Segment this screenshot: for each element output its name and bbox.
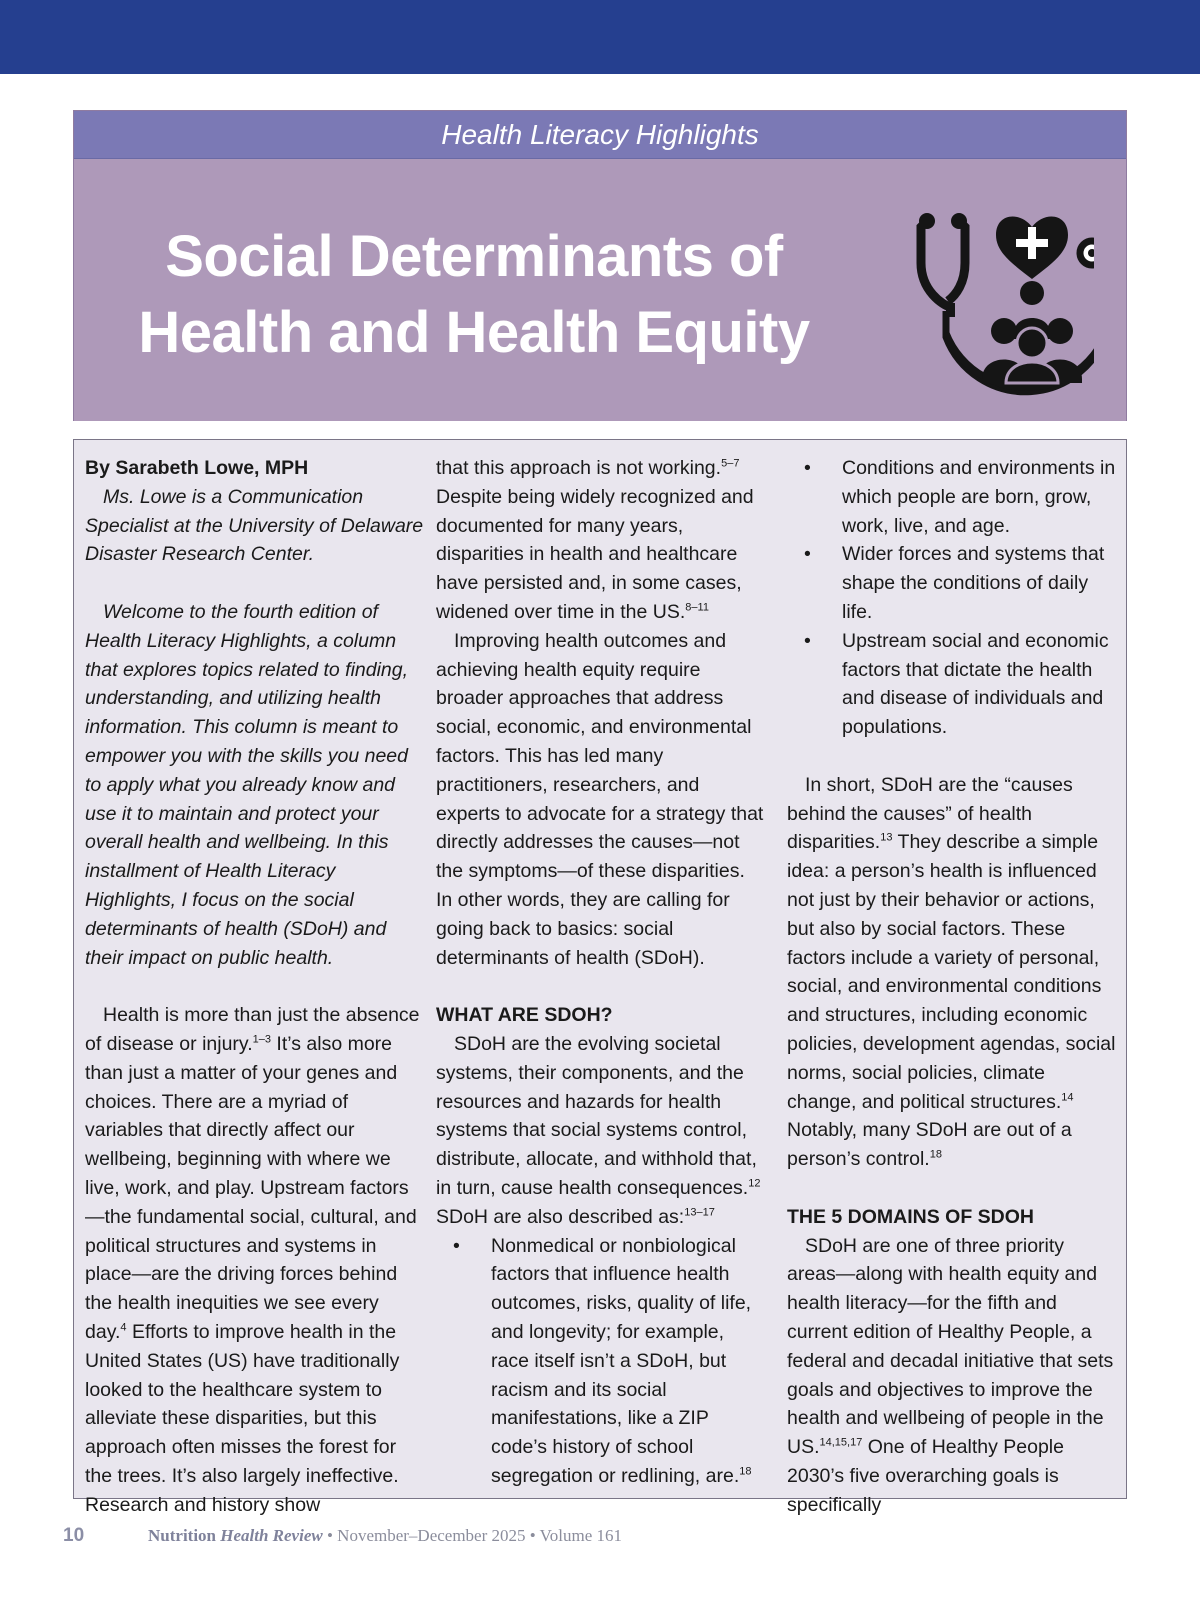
paragraph: SDoH are one of three priority areas—along with health equity and health literacy—for the fifth and current edition of Healthy People, a federal and decadal initiative that sets goals and objectives to improve the health and wellbeing of people in the US.$^{14,15,17}$ One of Healthy People 2030’s five overarching goals is specifically xyxy=(787,1234,1114,1516)
paragraph: that this approach is not working.$^{5-7}$ Despite being widely recognized and documented for many years, disparities in health and healthcare have persisted and, in some cases, widened over time in the US.$^{8-11}$ xyxy=(436,457,754,623)
list-item: • Upstream social and economic factors that dictate the health and disease of individuals and populations. xyxy=(787,627,1117,742)
column-3 xyxy=(787,454,1117,1519)
list-item: • Conditions and environments in which people are born, grow, work, live, and age. xyxy=(787,454,1117,540)
article-banner xyxy=(73,110,1127,421)
author-bio: Ms. Lowe is a Communication Specialist at the University of Delaware Disaster Research Center. xyxy=(85,485,424,566)
byline: By Sarabeth Lowe, MPH xyxy=(85,457,309,479)
paragraph: Improving health outcomes and achieving health equity require broader approaches that address social, economic, and environmental factors. This has led many practitioners, researchers, and experts to advocate for a strategy that directly addresses the causes—not the symptoms—of these disparities. In other words, they are calling for going back to basics: social determinants of health (SDoH). xyxy=(436,629,764,969)
reference-mark: 4 xyxy=(120,1321,127,1334)
banner-body xyxy=(74,159,1126,421)
list-item: • Nonmedical or nonbiological factors that influence health outcomes, risks, quality of life, and longevity; for example, race itself isn’t a SDoH, but racism and its social manifestations, like a ZIP code’s history of school segregation or redlining, are.$^{18}$ xyxy=(436,1232,766,1491)
reference-mark: 18 xyxy=(739,1465,752,1478)
reference-mark: 14 xyxy=(1061,1091,1074,1104)
column-2 xyxy=(436,454,766,1491)
publication-info: Nutrition Health Review • November–December 2025 • Volume 161 xyxy=(148,1526,622,1545)
page-number: 10 xyxy=(63,1525,85,1546)
reference-mark: 13 xyxy=(880,831,893,844)
column-name: Health Literacy Highlights xyxy=(74,111,1126,159)
section-heading: THE 5 DOMAINS OF SDOH xyxy=(787,1205,1035,1228)
article-body xyxy=(73,439,1127,1516)
top-color-bar xyxy=(0,0,1200,74)
reference-mark: 14,15,17 xyxy=(819,1436,863,1449)
section-heading: WHAT ARE SDOH? xyxy=(436,1004,613,1027)
intro-paragraph: Welcome to the fourth edition of Health Literacy Highlights, a column that explores topics related to finding, understanding, and utilizing health information. This column is meant to empower you with the skills you need to apply what you already know and use it to maintain and protect your overall health and wellbeing. In this installment of Health Literacy Highlights, I focus on the social determinants of health (SDoH) and their impact on public health. xyxy=(85,600,409,969)
reference-mark: 1–3 xyxy=(252,1033,271,1046)
bullet-list xyxy=(436,1232,766,1491)
reference-mark: 12 xyxy=(748,1177,761,1190)
paragraph: Health is more than just the absence of disease or injury.$^{1-3}$ It’s also more than just a matter of your genes and choices. There are a myriad of variables that directly affect our wellbeing, beginning with where we live, work, and play. Upstream factors—the fundamental social, cultural, and political structures and systems in place—are the driving forces behind the health inequities we see every day.$^4$ Efforts to improve health in the United States (US) have traditionally looked to the healthcare system to alleviate these disparities, but this approach often misses the forest for the trees. It’s also largely ineffective. Research and history show xyxy=(85,1004,420,1516)
stethoscope-heart-people-icon xyxy=(854,183,1094,407)
title-line-2: Health and Health Equity xyxy=(138,300,810,365)
title-line-1: Social Determinants of xyxy=(165,224,783,289)
list-item: • Wider forces and systems that shape the conditions of daily life. xyxy=(787,540,1117,626)
paragraph: SDoH are the evolving societal systems, their components, and the resources and hazards for health systems that social systems control, distribute, allocate, and withhold that, in turn, cause health consequences.$^{12}$ SDoH are also described as:$^{13-17}$ xyxy=(436,1032,761,1228)
paragraph: In short, SDoH are the “causes behind the causes” of health disparities.$^{13}$ They describe a simple idea: a person’s health is influenced not just by their behavior or actions, but also by social factors. These factors include a variety of personal, social, and environmental conditions and structures, including economic policies, development agendas, social norms, social policies, climate change, and political structures.$^{14}$ Notably, many SDoH are out of a person’s control.$^{18}$ xyxy=(787,773,1116,1171)
reference-mark: 5–7 xyxy=(721,457,740,470)
reference-mark: 13–17 xyxy=(684,1206,715,1219)
reference-mark: 8–11 xyxy=(685,601,709,614)
reference-mark: 18 xyxy=(929,1148,942,1161)
article-title xyxy=(74,219,874,371)
bullet-list xyxy=(787,454,1117,742)
column-1 xyxy=(85,454,425,1519)
